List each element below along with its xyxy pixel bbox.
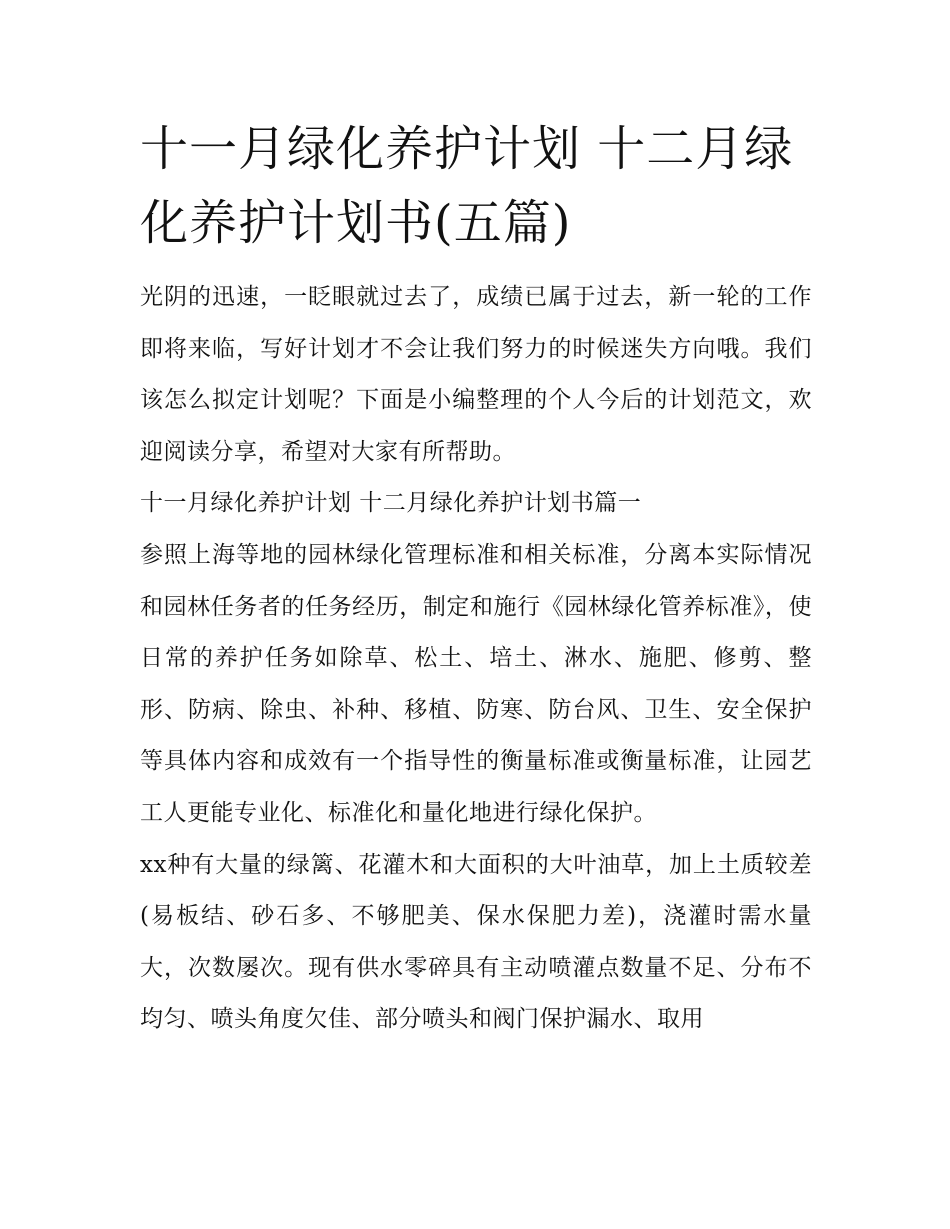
body-paragraph: 参照上海等地的园林绿化管理标准和相关标准，分离本实际情况和园林任务者的任务经历，制定和施行《园林绿化管养标准》，使日常的养护任务如除草、松土、培土、淋水、施肥、修剪、整形、防病、除虫、补种、移植、防寒、防台风、卫生、安全保护等具体内容和成效有一个指导性的衡量标准或衡量标准，让园艺工人更能专业化、标准化和量化地进行绿化保护。	[140, 541, 812, 826]
section-heading: 十一月绿化养护计划 十二月绿化养护计划书篇一	[140, 490, 642, 517]
document-title: 十一月绿化养护计划 十二月绿化养护计划书(五篇)	[140, 121, 794, 251]
document-page	[140, 112, 812, 1046]
intro-paragraph: 光阴的迅速，一眨眼就过去了，成绩已属于过去，新一轮的工作即将来临，写好计划才不会让我们努力的时候迷失方向哦。我们该怎么拟定计划呢？下面是小编整理的个人今后的计划范文，欢迎阅读分享，希望对大家有所帮助。	[140, 284, 812, 465]
body-paragraph: xx种有大量的绿篱、花灌木和大面积的大叶油草，加上土质较差(易板结、砂石多、不够肥美、保水保肥力差)，浇灌时需水量大，次数屡次。现有供水零碎具有主动喷灌点数量不足、分布不均匀、喷头角度欠佳、部分喷头和阀门保护漏水、取用	[140, 851, 812, 1033]
